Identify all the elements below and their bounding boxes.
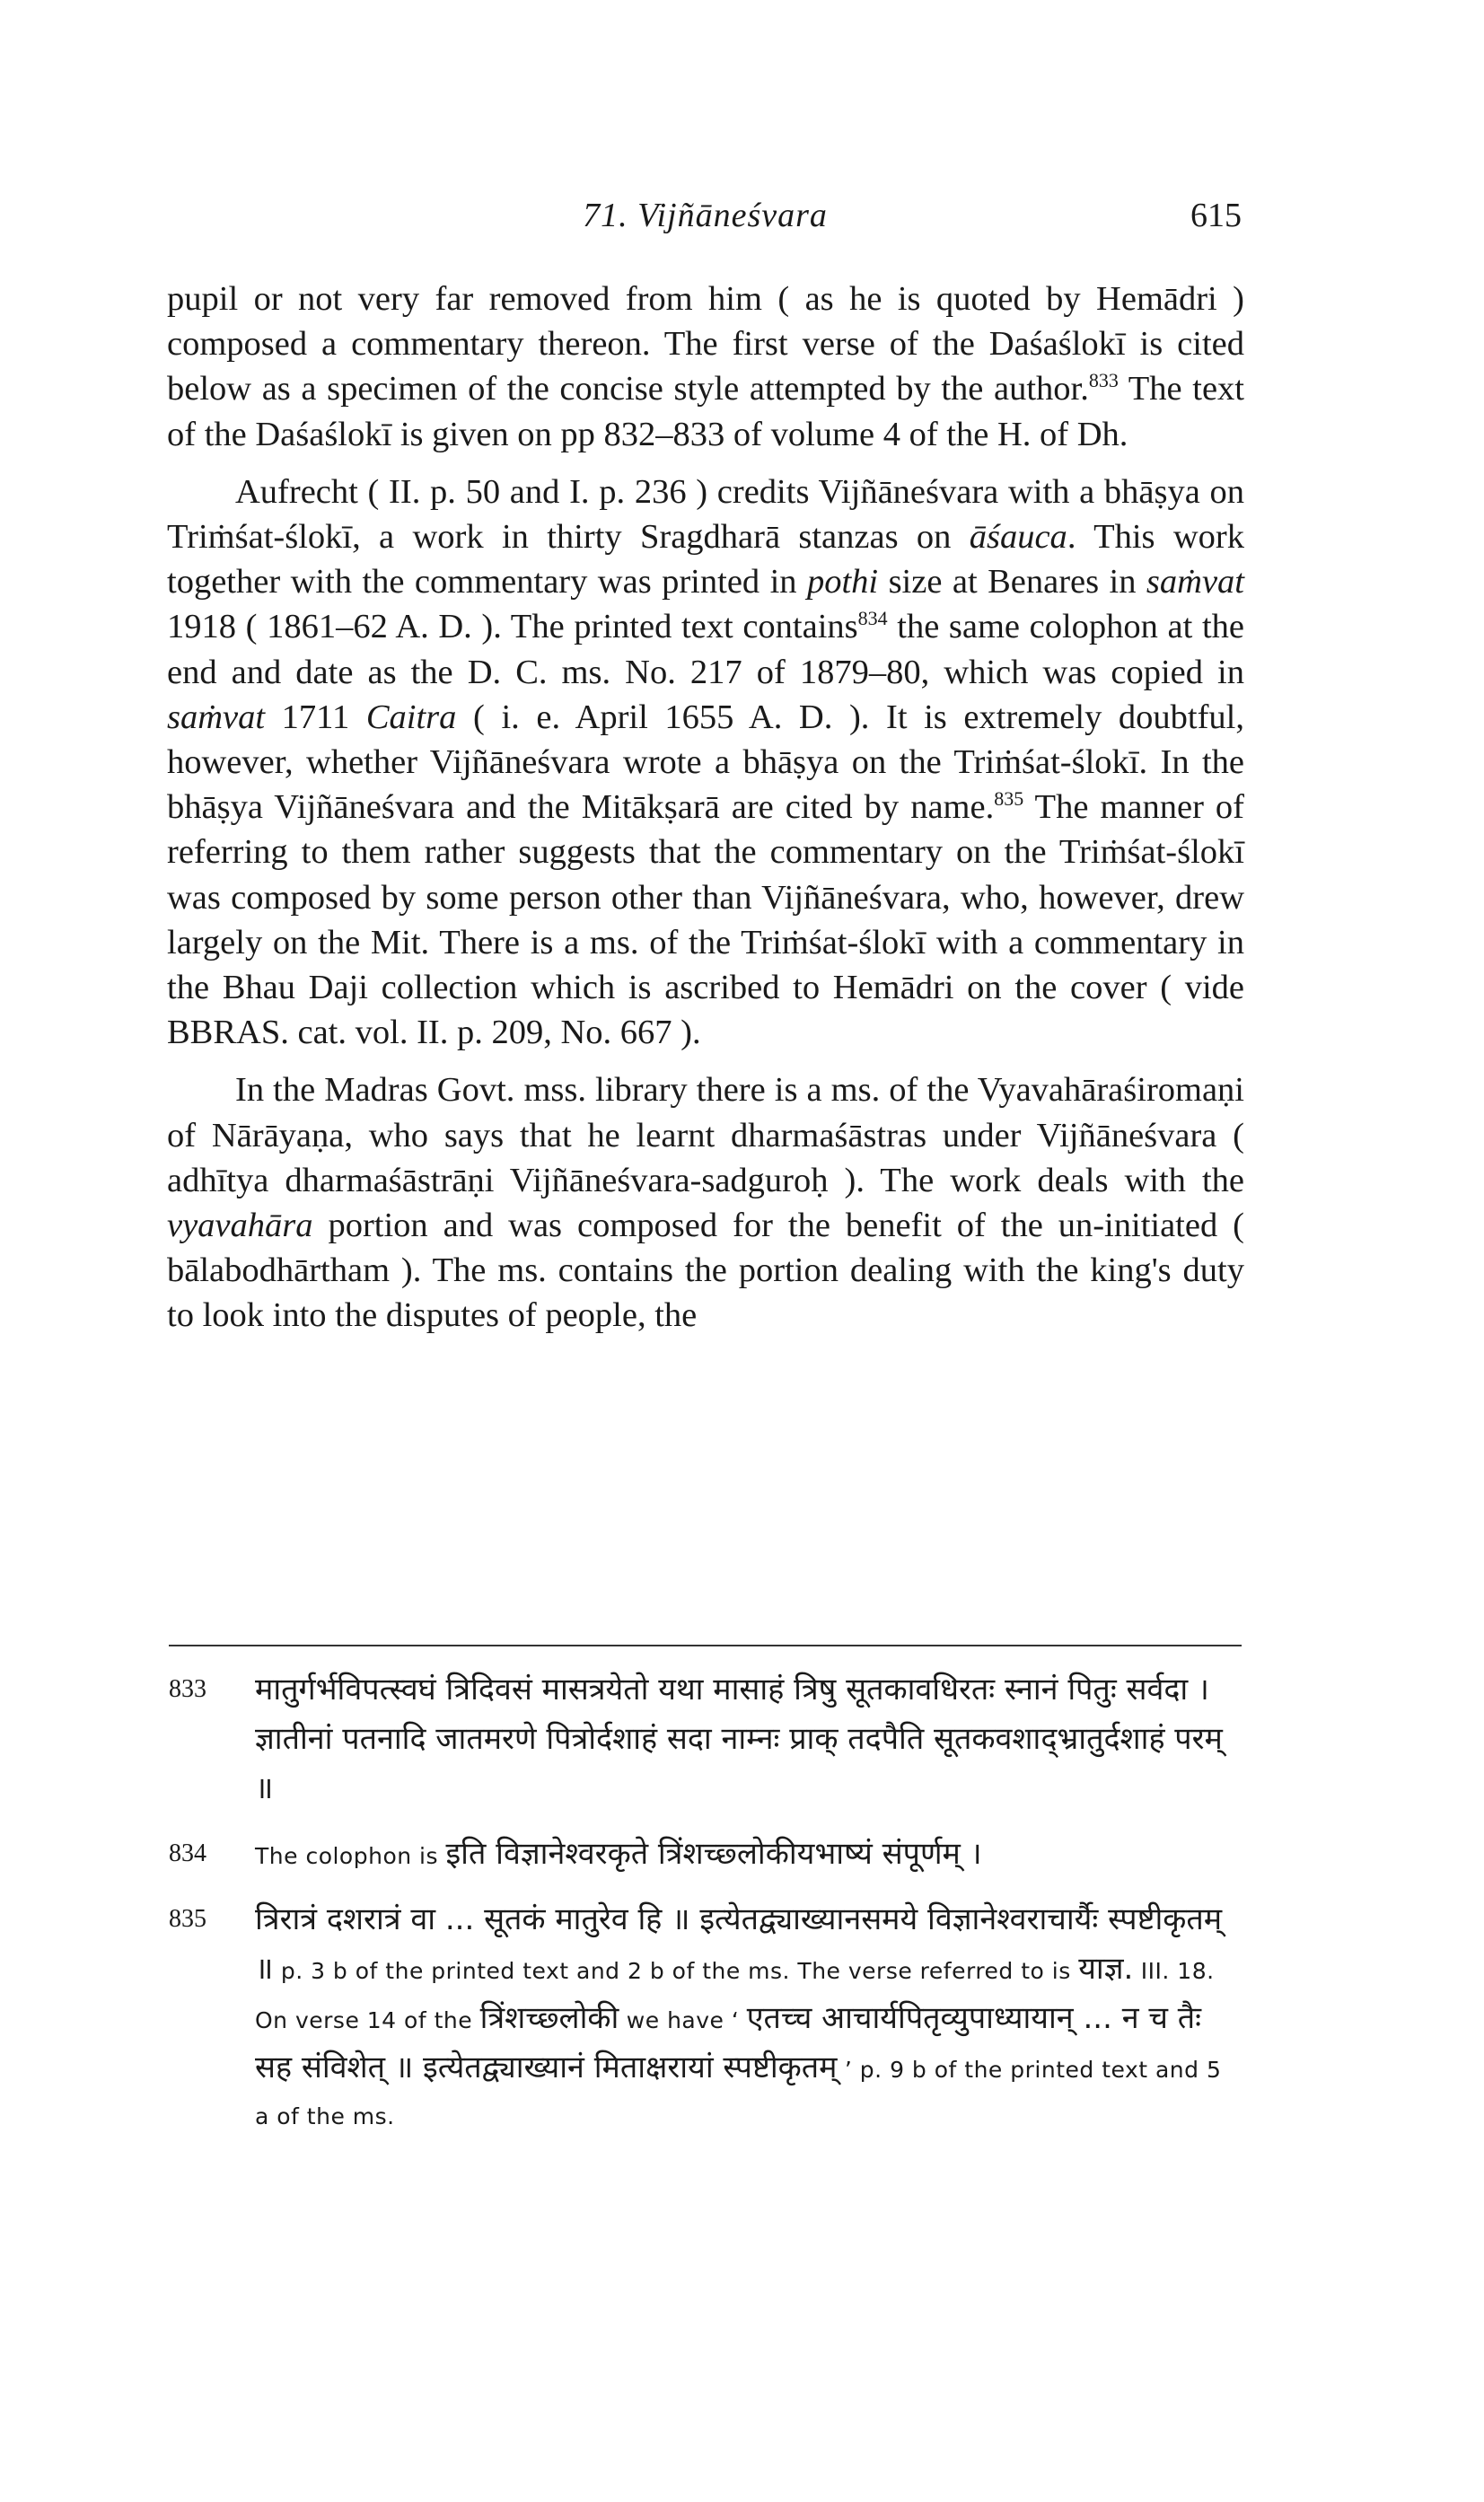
sanskrit-colophon: इति विज्ञानेश्वरकृते त्रिंशच्छ्लोकीयभाष्यं संपूर्णम् । [445, 1836, 982, 1872]
sanskrit-text: त्रिरात्रं दशरात्रं वा ... सूतकं मातुरेव हि ॥ इत्येतद्व्याख्यानसमये विज्ञानेश्वराचार्यैः स्पष्टीकृतम् ॥ [255, 1901, 1223, 1987]
running-title: 71. Vijñāneśvara [583, 197, 828, 234]
footnote-text: ’ p. 9 b of the printed text and 5 a of the ms. [255, 2057, 1222, 2129]
sanskrit-text: त्रिंशच्छ्लोकी [479, 2000, 619, 2036]
paragraph-2 [167, 470, 1244, 1056]
paragraph-3 [167, 1067, 1244, 1338]
italic-term: pothi [806, 563, 879, 601]
paragraph-1 [167, 277, 1244, 457]
footnote-833 [169, 1668, 1242, 1816]
italic-term: Caitra [365, 698, 457, 736]
footnote-835 [169, 1898, 1242, 2142]
footnote-text: we have ‘ [619, 2007, 747, 2033]
italic-term: āśauca [969, 518, 1067, 557]
text-span: pupil or not very far removed from him ( as he is quoted by Hemādri ) composed a commentary thereon. The first verse of the Daśaślokī is cited below as a specimen of the concise style attempted by the author. [167, 280, 1244, 408]
footnote-ref-835: 835 [994, 787, 1024, 811]
italic-term: saṁvat [1146, 563, 1244, 601]
footnote-text: III. 18. On verse 14 of the [255, 1958, 1215, 2033]
footnote-text: p. 3 b of the printed text and 2 b of the ms. The verse referred to is [273, 1958, 1079, 1984]
text-span: . This work together with the commentary was printed in [167, 518, 1244, 601]
footnote-number: 833 [169, 1675, 206, 1703]
page-number: 615 [1190, 197, 1242, 234]
footnote-text: The colophon is [255, 1843, 446, 1869]
italic-term: vyavahāra [167, 1207, 313, 1245]
text-span: portion and was composed for the benefit of the un-initiated ( bālabodhārtham ). The ms. contains the portion dealing with the king's duty to look into the disputes of people, the [167, 1207, 1244, 1335]
page-header [169, 196, 1242, 250]
footnote-ref-834: 834 [857, 607, 888, 630]
sanskrit-verse: मातुर्गर्भविपत्स्वघं त्रिदिवसं मासत्रयेतो यथा मासाहं त्रिषु सूतकावधिरतः स्नानं पितुः सर्वदा । ज्ञातीनां पतनादि जातमरणे पित्रोर्दशाहं सदा नाम्नः प्राक् तदपैति सूतकवशाद्भ्रातुर्दशाहं परम् ॥ [255, 1672, 1223, 1806]
text-span: In the Madras Govt. mss. library there is a ms. of the Vyavahāraśiromaṇi of Nārāyaṇa, who says that he learnt dharmaśāstras under Vijñāneśvara ( adhītya dharmaśāstrāṇi Vijñāneśvara-sadguroḥ ). The work deals with the [167, 1071, 1244, 1199]
footnote-ref-833: 833 [1088, 369, 1119, 392]
text-span: size at Benares in [878, 563, 1146, 601]
footnote-834 [169, 1832, 1242, 1882]
sanskrit-text: याज्ञ. [1078, 1951, 1134, 1987]
main-text [167, 277, 1244, 1339]
footnote-number: 834 [169, 1839, 206, 1867]
text-span: The manner of referring to them rather suggests that the commentary on the Triṁśat-ślokī was composed by some person other than Vijñāneśvara, who, however, drew largely on the Mit. There is a ms. of the Triṁśat-ślokī with a commentary in the Bhau Daji collection which is ascribed to Hemādri on the cover ( vide BBRAS. cat. vol. II. p. 209, No. 667 ). [167, 788, 1244, 1052]
text-span: Aufrecht ( II. p. 50 and I. p. 236 ) credits Vijñāneśvara with a bhāṣya on Triṁśat-ślokī, a work in thirty Sragdharā stanzas on [167, 472, 1244, 557]
sanskrit-text: एतच्च आचार्यपितृव्युपाध्यायान् ... न च तैः सह संविशेत् ॥ इत्येतद्व्याख्यानं मिताक्षरायां स्पष्टीकृतम् [255, 2000, 1202, 2085]
italic-term: saṁvat [167, 698, 266, 736]
footnote-number: 835 [169, 1905, 206, 1933]
text-span: ( i. e. April 1655 A. D. ). It is extremely doubtful, however, whether Vijñāneśvara wrote a bhāṣya on the Triṁśat-ślokī. In the bhāṣya Vijñāneśvara and the Mitākṣarā are cited by name. [167, 698, 1245, 827]
footnote-divider [169, 1645, 1242, 1646]
text-span: The text of the Daśaślokī is given on pp 832–833 of volume 4 of the H. of Dh. [167, 370, 1244, 453]
footnotes [169, 1668, 1242, 2158]
text-span: 1711 [265, 698, 366, 736]
text-span: the same colophon at the end and date as the D. C. ms. No. 217 of 1879–80, which was copied in [167, 608, 1244, 691]
text-span: 1918 ( 1861–62 A. D. ). The printed text contains [167, 608, 858, 646]
